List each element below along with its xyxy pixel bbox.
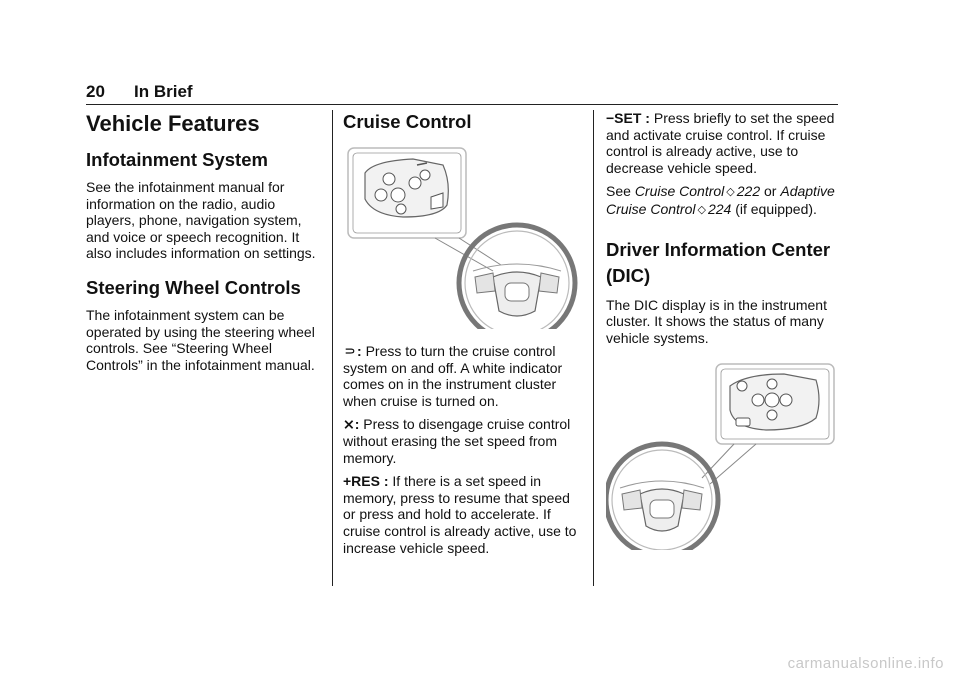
set-label: −SET :: [606, 110, 650, 126]
column-1: [86, 110, 322, 380]
page-header: [86, 82, 838, 105]
page-title: Vehicle Features: [86, 111, 260, 136]
resume-text: If there is a set speed in memory, press to resume that speed or press and hold to accelerate. If cruise control is already active, use to increase vehicle speed.: [343, 473, 577, 556]
resume-item: [343, 473, 579, 556]
cruise-control-heading: Cruise Control: [343, 111, 472, 132]
page-reference-icon: ◇: [726, 186, 735, 199]
adaptive-cruise-control-link[interactable]: Adaptive Cruise Control: [606, 183, 835, 217]
column-3: [606, 110, 838, 564]
page-number: 20: [86, 82, 105, 101]
dic-body: The DIC display is in the instrument cluster. It shows the status of many vehicle systems.: [606, 296, 827, 346]
column-2: [343, 110, 579, 563]
section-title: In Brief: [134, 82, 193, 101]
cruise-on-off-item: ⸧: Press to turn the cruise control system on and off. A white indicator comes on in the instrument cluster when cruise is turned on.: [343, 343, 563, 409]
cruise-control-link[interactable]: Cruise Control: [634, 183, 725, 200]
cruise-on-off-icon: ⸧: [343, 343, 357, 359]
infotainment-heading: Infotainment System: [86, 149, 268, 170]
cruise-cancel-icon: ⨯: [343, 416, 355, 433]
resume-label: +RES :: [343, 473, 389, 490]
column-divider: [593, 110, 594, 586]
set-text: Press briefly to set the speed and activate cruise control. If cruise control is already active, use to decrease vehicle speed.: [606, 110, 835, 176]
steering-wheel-controls-body: The infotainment system can be operated by using the steering wheel controls. See “Steering Wheel Controls” in the infotainment manual.: [86, 306, 315, 373]
steering-wheel-left-controls-illustration: [343, 143, 579, 329]
dic-heading: Driver Information Center (DIC): [606, 238, 831, 286]
steering-wheel-controls-heading: Steering Wheel Controls: [86, 276, 301, 298]
cruise-cancel-text: Press to disengage cruise control without erasing the set speed from memory.: [343, 416, 571, 466]
page-reference[interactable]: 222: [736, 183, 761, 200]
page-reference-icon: ◇: [697, 203, 706, 216]
steering-wheel-right-controls-illustration: [606, 360, 838, 550]
column-divider: [332, 110, 333, 586]
cruise-on-off-text: Press to turn the cruise control system on and off. A white indicator comes on in the instrument cluster when cruise is turned on.: [343, 343, 563, 409]
infotainment-body: See the infotainment manual for information on the radio, audio players, phone, navigation system, and voice or speech recognition. It also includes information on settings.: [86, 179, 316, 262]
watermark: carmanualsonline.info: [787, 655, 944, 672]
cruise-cancel-item: ⨯: Press to disengage cruise control without erasing the set speed from memory.: [343, 416, 571, 466]
page-reference[interactable]: 224: [707, 200, 732, 217]
set-item: [606, 110, 838, 176]
see-references: See Cruise Control ◇ 222 or Adaptive Cruise Control ◇ 224 (if equipped).: [606, 183, 835, 217]
